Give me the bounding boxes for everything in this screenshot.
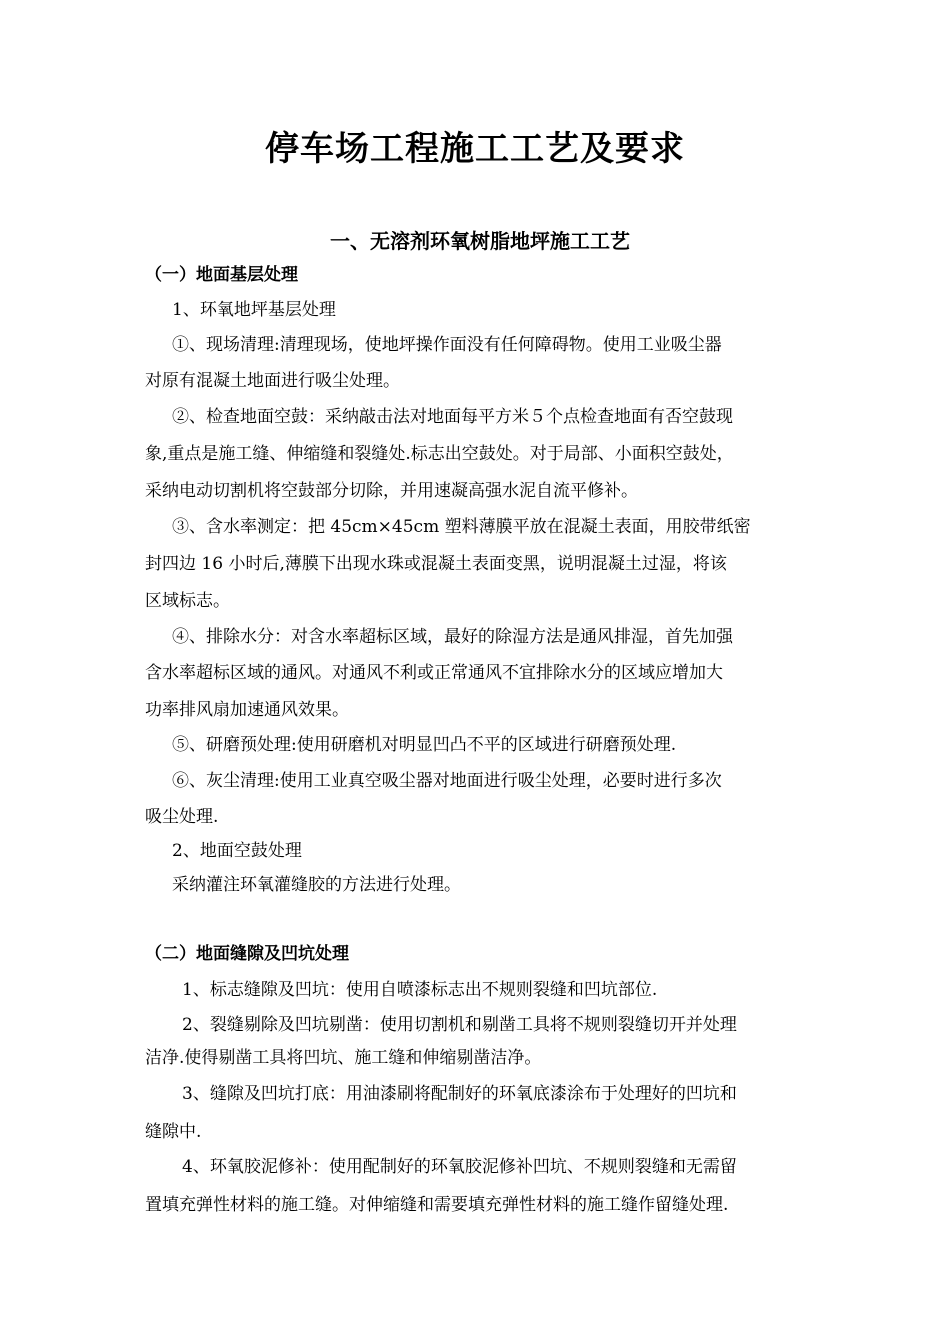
paragraph-line: 象,重点是施工缝、伸缩缝和裂缝处.标志出空鼓处。对于局部、小面积空鼓处， — [145, 444, 734, 464]
paragraph-line: 采纳电动切割机将空鼓部分切除，并用速凝高强水泥自流平修补。 — [145, 481, 638, 501]
paragraph-line: 2、地面空鼓处理 — [172, 841, 302, 861]
paragraph-line: 对原有混凝土地面进行吸尘处理。 — [145, 371, 400, 391]
paragraph-line: 3、缝隙及凹坑打底：用油漆刷将配制好的环氧底漆涂布于处理好的凹坑和 — [182, 1084, 737, 1104]
subsection-heading: （一）地面基层处理 — [145, 265, 298, 285]
paragraph-line: 功率排风扇加速通风效果。 — [145, 700, 349, 720]
paragraph-line: 洁净.使得剔凿工具将凹坑、施工缝和伸缩剔凿洁净。 — [145, 1048, 542, 1068]
paragraph-line: ③、含水率测定：把 45cm×45cm 塑料薄膜平放在混凝土表面，用胶带纸密 — [172, 517, 751, 537]
subsection-heading: （二）地面缝隙及凹坑处理 — [145, 944, 349, 964]
section-heading: 一、无溶剂环氧树脂地坪施工工艺 — [330, 229, 630, 253]
paragraph-line: 采纳灌注环氧灌缝胶的方法进行处理。 — [172, 875, 461, 895]
document-title: 停车场工程施工工艺及要求 — [265, 129, 685, 169]
paragraph-line: ①、现场清理:清理现场，使地坪操作面没有任何障碍物。使用工业吸尘器 — [172, 335, 722, 355]
paragraph-line: ⑤、研磨预处理:使用研磨机对明显凹凸不平的区域进行研磨预处理. — [172, 735, 677, 755]
paragraph-line: 缝隙中. — [145, 1122, 202, 1142]
paragraph-line: 含水率超标区域的通风。对通风不利或正常通风不宜排除水分的区域应增加大 — [145, 663, 723, 683]
paragraph-line: 2、裂缝剔除及凹坑剔凿：使用切割机和剔凿工具将不规则裂缝切开并处理 — [182, 1015, 737, 1035]
paragraph-line: ②、检查地面空鼓：采纳敲击法对地面每平方米５个点检查地面有否空鼓现 — [172, 407, 733, 427]
paragraph-line: 1、环氧地坪基层处理 — [172, 300, 336, 320]
paragraph-line: 区域标志。 — [145, 591, 230, 611]
paragraph-line: ⑥、灰尘清理:使用工业真空吸尘器对地面进行吸尘处理，必要时进行多次 — [172, 771, 722, 791]
paragraph-line: 置填充弹性材料的施工缝。对伸缩缝和需要填充弹性材料的施工缝作留缝处理. — [145, 1195, 729, 1215]
paragraph-line: 4、环氧胶泥修补：使用配制好的环氧胶泥修补凹坑、不规则裂缝和无需留 — [182, 1157, 737, 1177]
paragraph-line: ④、排除水分：对含水率超标区域，最好的除湿方法是通风排湿，首先加强 — [172, 627, 733, 647]
paragraph-line: 吸尘处理. — [145, 807, 219, 827]
paragraph-line: 1、标志缝隙及凹坑：使用自喷漆标志出不规则裂缝和凹坑部位. — [182, 980, 658, 1000]
paragraph-line: 封四边 16 小时后,薄膜下出现水珠或混凝土表面变黑，说明混凝土过湿，将该 — [145, 554, 727, 574]
